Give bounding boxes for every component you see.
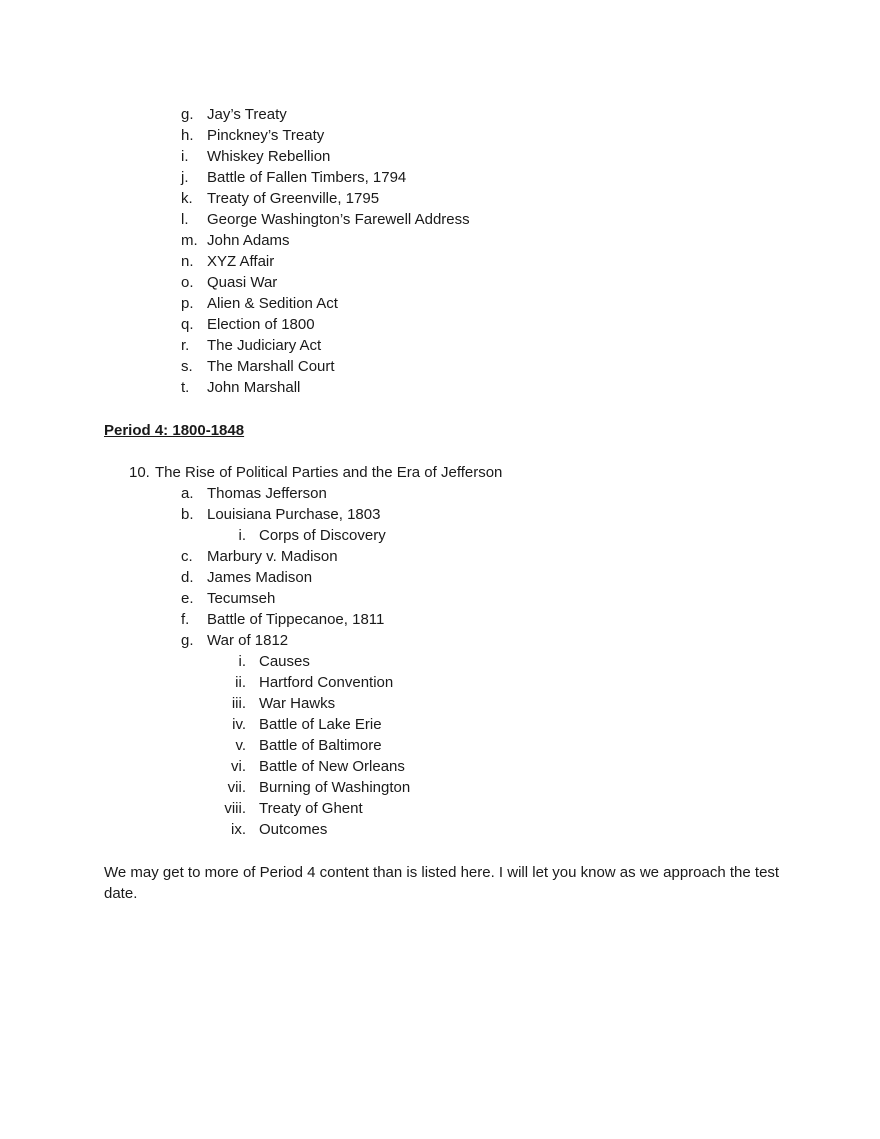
list-marker: vii. [227,779,246,796]
list-marker: o. [181,274,194,291]
list-item-text: The Judiciary Act [207,337,322,354]
list-marker: h. [181,127,194,144]
list-marker: iii. [231,695,246,712]
list-marker: i. [238,653,246,670]
list-item-text: Battle of Baltimore [259,737,382,754]
list-marker: g. [181,632,194,649]
list-marker: c. [181,548,193,565]
list-item-text: Treaty of Greenville, 1795 [207,190,380,207]
list-item-text: War of 1812 [207,632,289,649]
list-marker: m. [181,232,198,249]
list-marker: i. [238,527,246,544]
list-item-text: Treaty of Ghent [259,800,363,817]
list-item-text: John Adams [207,232,290,249]
list-marker: i. [181,148,189,165]
list-item-text: Corps of Discovery [259,527,386,544]
list-marker: v. [235,737,246,754]
list-item-text: Battle of Tippecanoe, 1811 [207,611,385,628]
list-marker: e. [181,590,194,607]
list-marker: q. [181,316,194,333]
list-marker: r. [181,337,190,354]
list-item-text: Hartford Convention [259,674,394,691]
list-item-text: Quasi War [207,274,278,291]
list-item-text: Whiskey Rebellion [207,148,331,165]
list-marker: l. [181,211,189,228]
list-item-text: Thomas Jefferson [207,485,327,502]
list-marker: viii. [224,800,246,817]
list-marker: k. [181,190,193,207]
list-item-text: Marbury v. Madison [207,548,338,565]
list-item-text: Battle of New Orleans [259,758,405,775]
list-item-text: Battle of Fallen Timbers, 1794 [207,169,407,186]
list-marker: b. [181,506,194,523]
list-marker: a. [181,485,194,502]
list-item-text: Pinckney’s Treaty [207,127,325,144]
section-title: The Rise of Political Parties and the Era of Jefferson [155,464,503,481]
list-marker: iv. [232,716,246,733]
list-item-text: John Marshall [207,379,301,396]
list-item-text: War Hawks [259,695,336,712]
list-marker: f. [181,611,190,628]
list-item-text: Battle of Lake Erie [259,716,382,733]
list-marker: t. [181,379,190,396]
list-item-text: Louisiana Purchase, 1803 [207,506,381,523]
list-marker: j. [181,169,189,186]
list-marker: d. [181,569,194,586]
list-item-text: XYZ Affair [207,253,275,270]
list-marker: p. [181,295,194,312]
closing-note: We may get to more of Period 4 content than is listed here. I will let you know as we approach the test date. [104,864,780,902]
list-item-text: Alien & Sedition Act [207,295,338,312]
list-item-text: Jay’s Treaty [207,106,287,123]
list-item-text: George Washington’s Farewell Address [207,211,470,228]
list-item-text: James Madison [207,569,313,586]
list-marker: g. [181,106,194,123]
list-marker: s. [181,358,193,375]
list-marker: n. [181,253,194,270]
list-item-text: Tecumseh [207,590,276,607]
section-number: 10. [129,464,150,481]
list-marker: vi. [231,758,246,775]
list-item-text: Outcomes [259,821,328,838]
list-item-text: Election of 1800 [207,316,315,333]
period-heading: Period 4: 1800-1848 [104,422,245,439]
list-item-text: Causes [259,653,310,670]
list-marker: ix. [231,821,246,838]
list-item-text: The Marshall Court [207,358,335,375]
list-item-text: Burning of Washington [259,779,411,796]
list-marker: ii. [235,674,246,691]
